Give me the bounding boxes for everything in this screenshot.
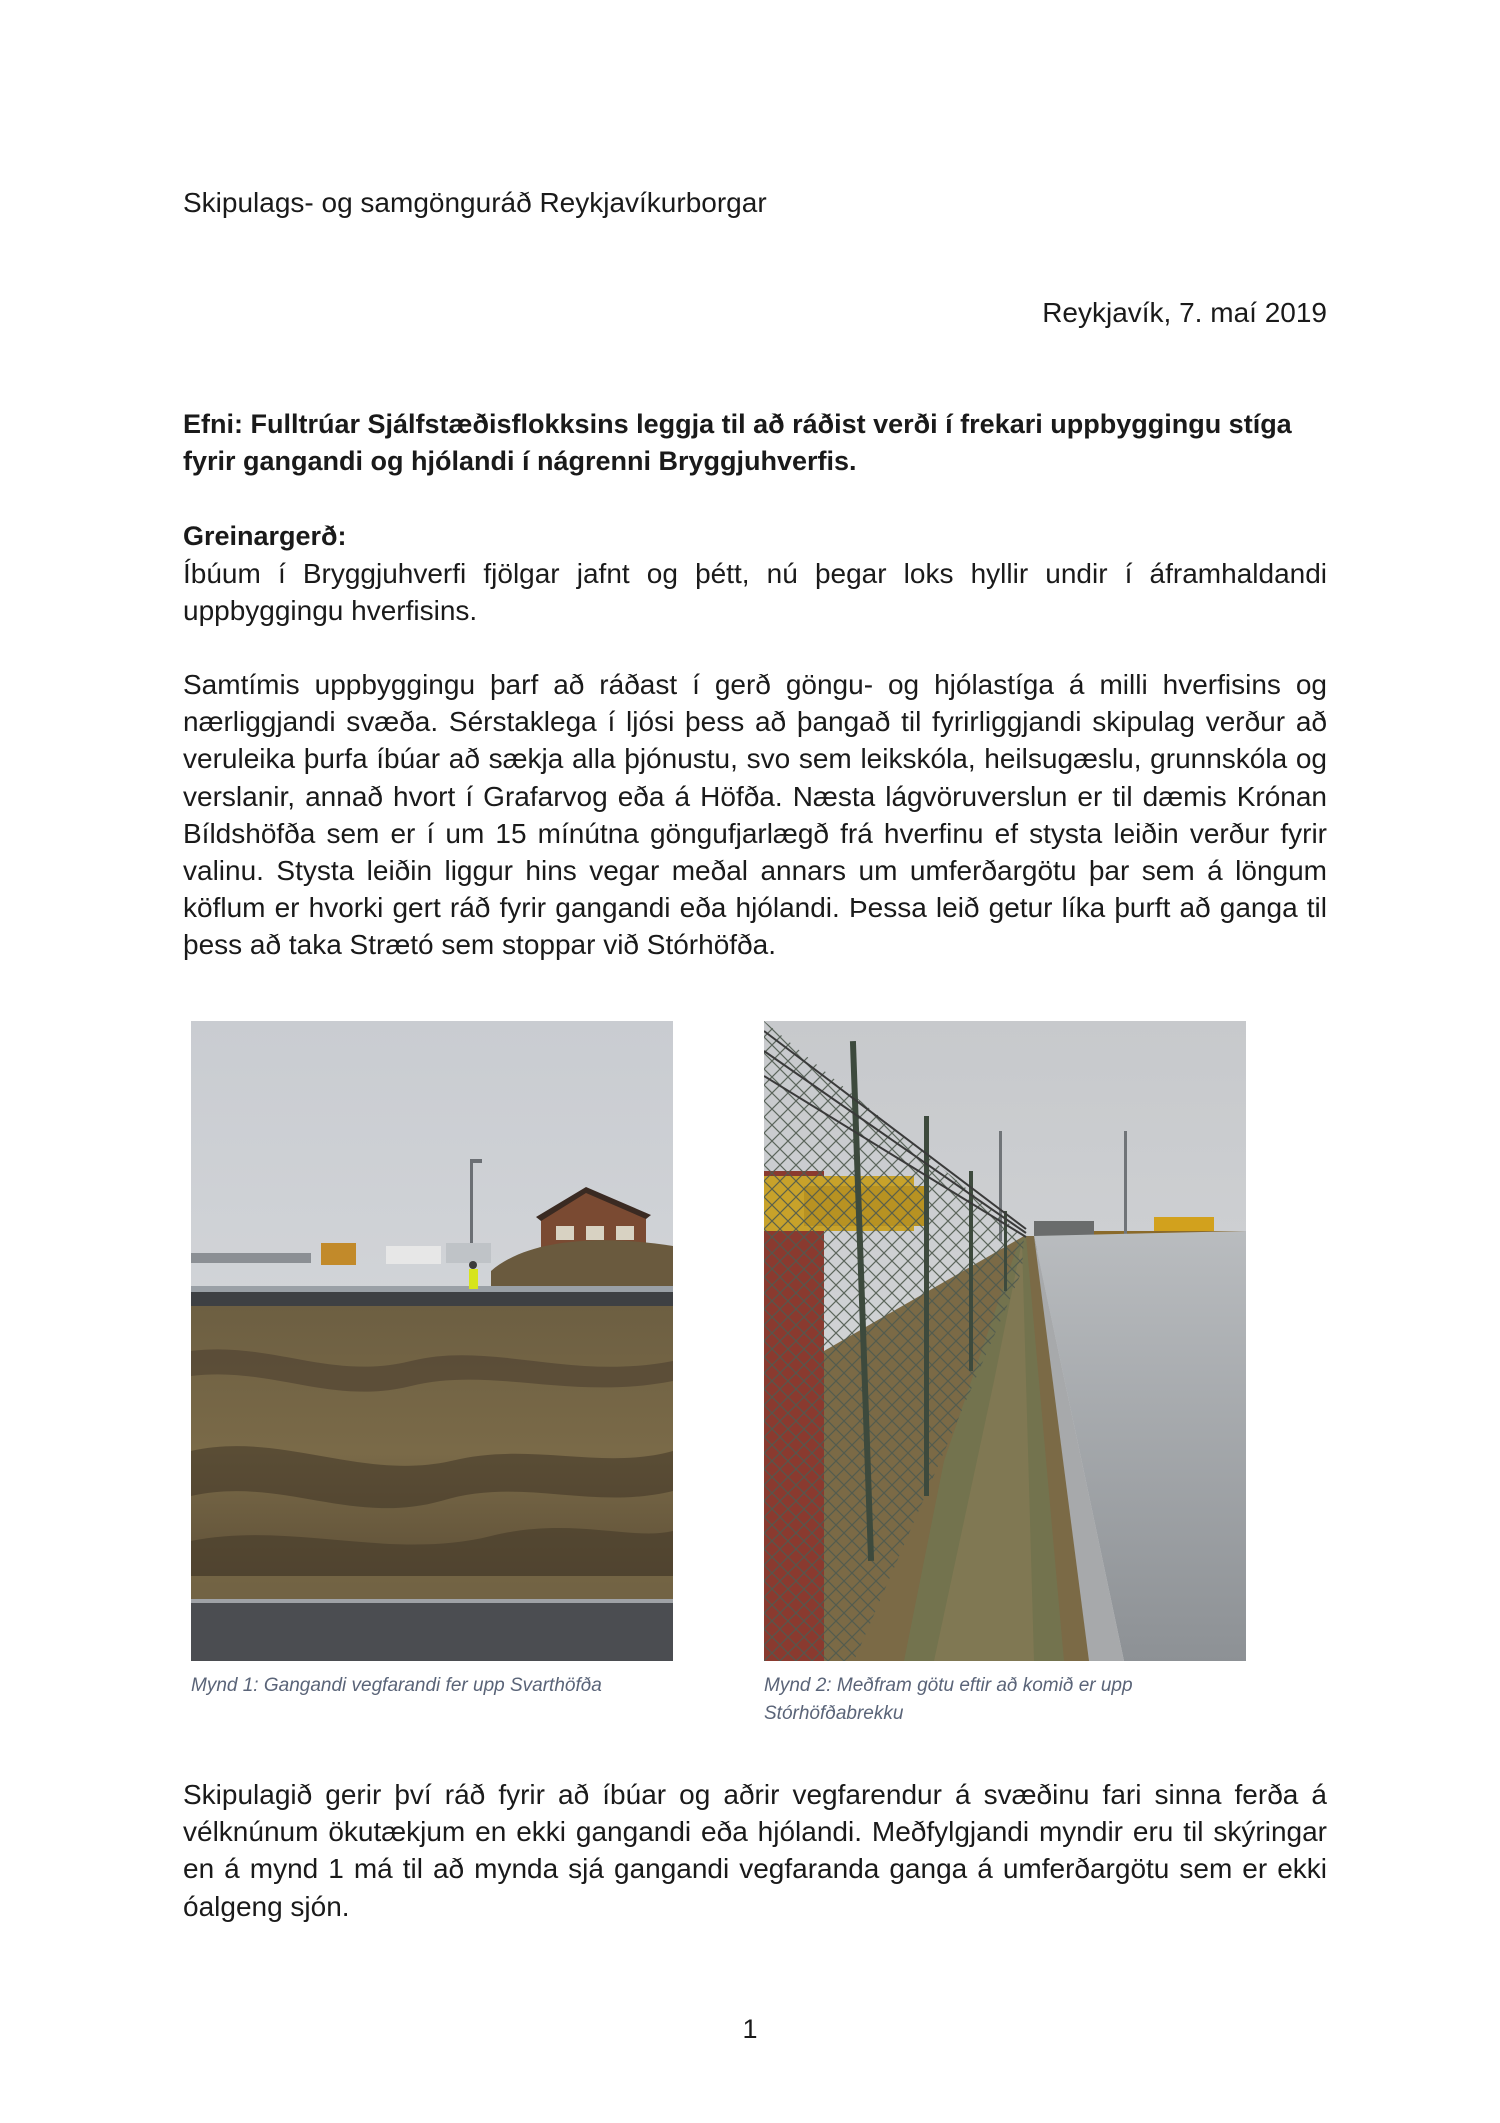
letter-subject: Efni: Fulltrúar Sjálfstæðisflokksins leggja til að ráðist verði í frekari uppbyggingu stíga fyrir gangandi og hjólandi í nágrenni Bryggjuhverfis. — [183, 409, 1292, 476]
figure-1-photo — [191, 1021, 673, 1661]
body-paragraph: Íbúum í Bryggjuhverfi fjölgar jafnt og þétt, nú þegar loks hyllir undir í áframhaldandi uppbyggingu hverfisins. — [183, 558, 1327, 627]
roadside-hill-photo — [191, 1021, 673, 1661]
figure-2-photo — [764, 1021, 1246, 1661]
page-number: 1 — [742, 2014, 758, 2044]
section-heading: Greinargerð: — [183, 521, 347, 551]
fence-roadside-photo — [764, 1021, 1246, 1661]
figure-2-caption: Mynd 2: Meðfram götu eftir að komið er upp Stórhöfðabrekku — [764, 1675, 1133, 1724]
letter-dateline: Reykjavík, 7. maí 2019 — [1042, 297, 1327, 328]
body-paragraph: Skipulagið gerir því ráð fyrir að íbúar og aðrir vegfarendur á svæðinu fari sinna ferða á vélknúnum ökutækjum en ekki gangandi eða hjólandi. Meðfylgjandi myndir eru til skýringar en á mynd 1 má til að mynda sjá gangandi vegfaranda ganga á umferðargötu sem er ekki óalgeng sjón. — [183, 1779, 1327, 1922]
body-paragraph: Samtímis uppbyggingu þarf að ráðast í gerð göngu- og hjólastíga á milli hverfisins og nærliggjandi svæða. Sérstaklega í ljósi þess að þangað til fyrirliggjandi skipulag verður að veruleika þurfa íbúar að sækja alla þjónustu, svo sem leikskóla, heilsugæslu, grunnskóla og verslanir, annað hvort í Grafarvog eða á Höfða. Næsta lágvöruverslun er til dæmis Krónan Bíldshöfða sem er í um 15 mínútna göngufjarlægð frá hverfinu ef stysta leiðin verður fyrir valinu. Stysta leiðin liggur hins vegar meðal annars um umferðargötu þar sem á löngum köflum er hvorki gert ráð fyrir gangandi eða hjólandi. Þessa leið getur líka þurft að ganga til þess að taka Strætó sem stoppar við Stórhöfða. — [183, 669, 1327, 961]
letter-recipient: Skipulags- og samgönguráð Reykjavíkurborgar — [183, 187, 767, 218]
figure-1-caption: Mynd 1: Gangandi vegfarandi fer upp Svarthöfða — [191, 1675, 602, 1696]
